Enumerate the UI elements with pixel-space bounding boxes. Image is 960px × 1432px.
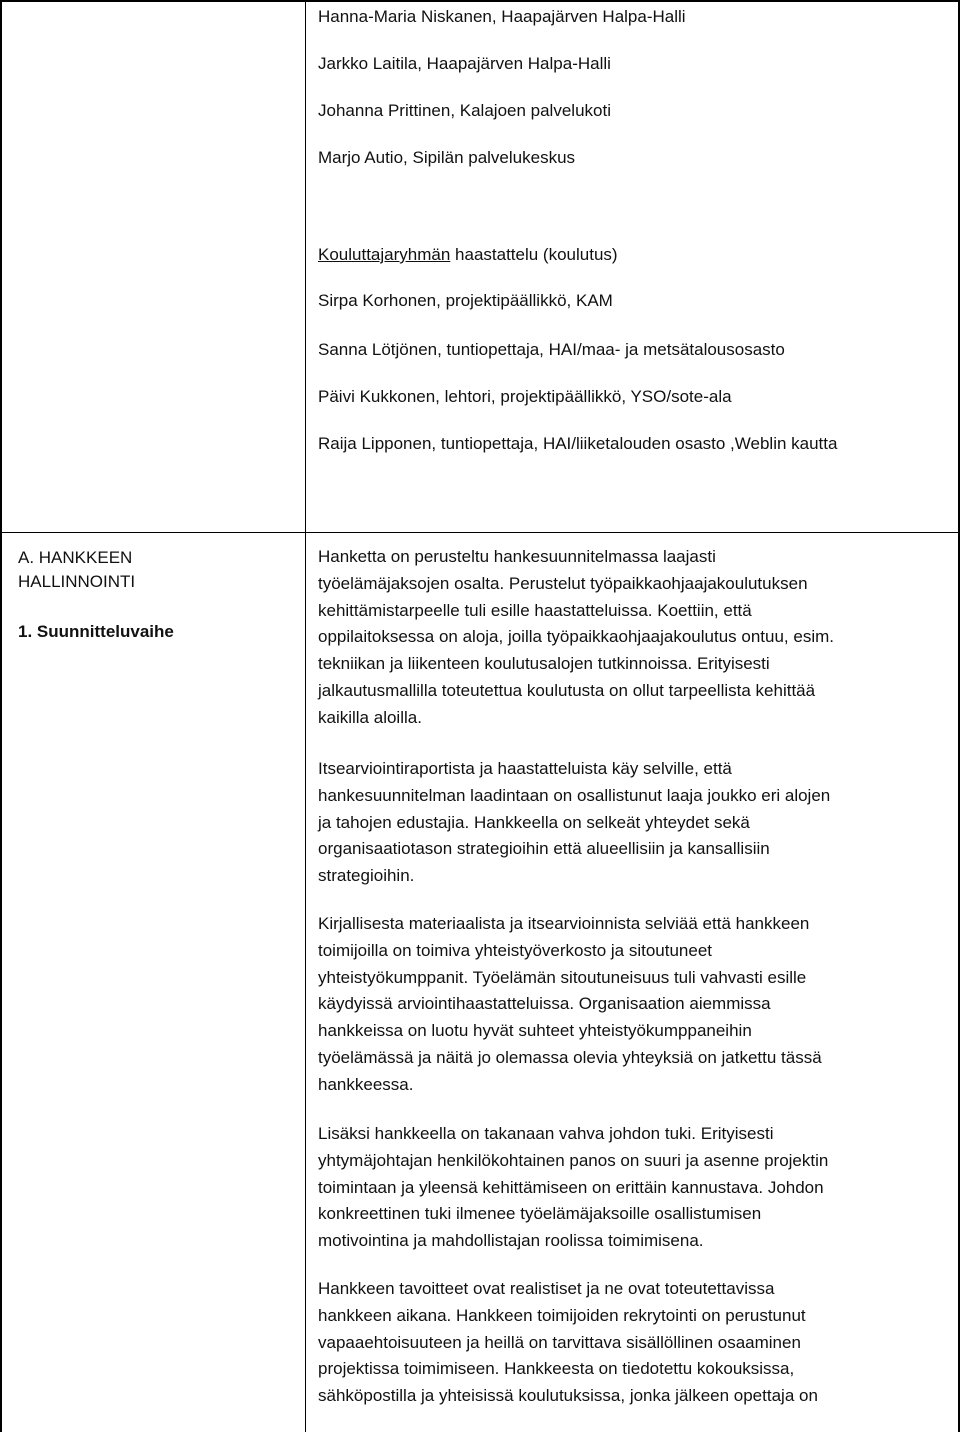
trainer-item: Päivi Kukkonen, lehtori, projektipäällikkö, YSO/sote-ala: [318, 387, 732, 406]
table-border-top: [0, 0, 960, 2]
paragraph-1: [318, 544, 943, 732]
table-border-left: [0, 0, 2, 1432]
participant-item: Hanna-Maria Niskanen, Haapajärven Halpa-Halli: [318, 7, 686, 26]
subsection-heading: 1. Suunnitteluvaihe: [18, 622, 174, 641]
paragraph-line: hankkeissa on luotu hyvät suhteet yhteistyökumppaneihin: [318, 1021, 752, 1041]
paragraph-line: Hanketta on perusteltu hankesuunnitelmassa laajasti: [318, 547, 716, 566]
paragraph-line: Hankkeen tavoitteet ovat realistiset ja ne ovat toteutettavissa: [318, 1279, 775, 1298]
paragraph-line: oppilaitoksessa on aloja, joilla työpaikkaohjaajakoulutus ontuu, esim.: [318, 627, 834, 647]
paragraph-line: Itsearviointiraportista ja haastatteluista käy selville, että: [318, 759, 732, 778]
column-divider: [305, 0, 306, 1432]
paragraph-line: yhteistyökumppanit. Työelämän sitoutuneisuus tuli vahvasti esille: [318, 967, 807, 987]
trainer-item: Sanna Lötjönen, tuntiopettaja, HAI/maa- ja metsätalousosasto: [318, 340, 785, 359]
paragraph-line: ja tahojen edustajia. Hankkeella on selkeät yhteydet sekä: [318, 812, 750, 832]
paragraph-line: käydyissä arviointihaastatteluissa. Organisaation aiemmissa: [318, 994, 771, 1014]
paragraph-3: [318, 911, 943, 1099]
paragraph-line: konkreettinen tuki ilmenee työelämäjaksoille osallistumisen: [318, 1204, 762, 1224]
paragraph-line: hankkeen aikana. Hankkeen toimijoiden rekrytointi on perustunut: [318, 1305, 806, 1325]
paragraph-line: organisaatiotason strategioihin että alueellisiin ja kansallisiin: [318, 839, 770, 859]
paragraph-line: Kirjallisesta materiaalista ja itsearvioinnista selviää että hankkeen: [318, 914, 810, 933]
group-heading-rest: haastattelu (koulutus): [450, 245, 618, 264]
paragraph-line: projektissa toimimiseen. Hankkeesta on tiedotettu kokouksissa,: [318, 1359, 795, 1379]
participant-item: Jarkko Laitila, Haapajärven Halpa-Halli: [318, 54, 611, 73]
paragraph-5: [318, 1276, 943, 1410]
paragraph-line: hankkeessa.: [318, 1074, 414, 1094]
paragraph-line: tekniikan ja liikenteen koulutusalojen tutkinnoissa. Erityisesti: [318, 654, 770, 674]
paragraph-line: työelämäjaksojen osalta. Perustelut työpaikkaohjaajakoulutuksen: [318, 573, 808, 593]
paragraph-line: motivointina ja mahdollistajan roolissa toimimisena.: [318, 1231, 704, 1251]
paragraph-line: vapaaehtoisuuteen ja heillä on tarvittava sisällöllinen osaaminen: [318, 1332, 801, 1352]
paragraph-line: työelämässä ja näitä jo olemassa olevia yhteyksiä on jatkettu tässä: [318, 1047, 822, 1067]
group-interview-heading: [318, 245, 618, 265]
paragraph-line: strategioihin.: [318, 866, 415, 886]
section-heading: A. HANKKEEN: [18, 548, 133, 567]
paragraph-line: yhtymäjohtajan henkilökohtainen panos on suuri ja asenne projektin: [318, 1150, 829, 1170]
participant-item: Johanna Prittinen, Kalajoen palvelukoti: [318, 101, 611, 120]
participant-item: Marjo Autio, Sipilän palvelukeskus: [318, 148, 576, 167]
paragraph-line: toimintaan ja yleensä kehittämiseen on erittäin kannustava. Johdon: [318, 1177, 824, 1197]
paragraph-line: kaikilla aloilla.: [318, 707, 422, 727]
paragraph-line: sähköpostilla ja yhteisissä koulutuksissa, jonka jälkeen opettaja on: [318, 1386, 818, 1406]
paragraph-2: [318, 756, 943, 890]
paragraph-line: kehittämistarpeelle tuli esille haastatteluissa. Koettiin, että: [318, 600, 752, 620]
row-divider: [0, 532, 960, 533]
paragraph-line: toimijoilla on toimiva yhteistyöverkosto ja sitoutuneet: [318, 940, 713, 960]
paragraph-line: jalkautusmallilla toteutettua koulutusta on ollut tarpeellista kehittää: [318, 680, 816, 700]
paragraph-line: hankesuunnitelman laadintaan on osallistunut laaja joukko eri alojen: [318, 785, 831, 805]
trainer-item: Sirpa Korhonen, projektipäällikkö, KAM: [318, 291, 613, 310]
group-heading-underlined: Kouluttajaryhmän: [318, 245, 451, 264]
section-heading-line2: HALLINNOINTI: [18, 572, 136, 591]
paragraph-4: [318, 1121, 943, 1255]
trainer-item: Raija Lipponen, tuntiopettaja, HAI/liiketalouden osasto ,Weblin kautta: [318, 434, 838, 453]
paragraph-line: Lisäksi hankkeella on takanaan vahva johdon tuki. Erityisesti: [318, 1124, 774, 1143]
